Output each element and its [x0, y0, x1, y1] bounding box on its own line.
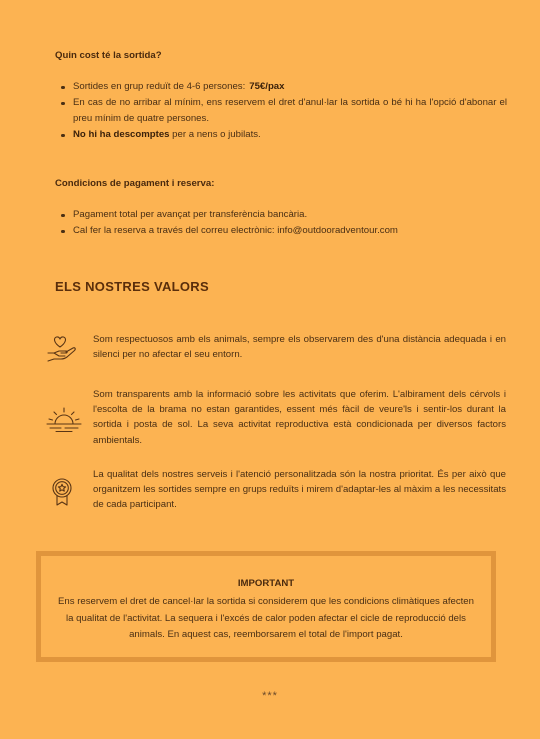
award-badge-icon [46, 476, 78, 506]
sunset-icon [46, 404, 82, 434]
notice-text: Ens reservem el dret de cancel·lar la sortida si considerem que les condicions climàtiques afecten la qualitat de l'activitat. La sequera i l'excés de calor poden afectar el cicle de reproducció dels animals. En aquest cas, reemborsarem el total de l'import pagat. [58, 596, 474, 640]
payment-heading: Condicions de pagament i reserva: [55, 178, 215, 189]
list-item: Pagament total per avançat per transferència bancària. [55, 207, 507, 223]
no-discounts-label: No hi ha descomptes [73, 129, 170, 140]
notice-title: IMPORTANT [237, 578, 295, 589]
important-notice [36, 551, 496, 662]
cost-list [55, 79, 507, 143]
list-item: Cal fer la reserva a través del correu electrònic: info@outdooradventour.com [55, 223, 507, 239]
heart-hand-icon [46, 333, 78, 363]
cost-group-text: Sortides en grup reduït de 4-6 persones: [73, 81, 246, 92]
price-value: 75€/pax [249, 81, 285, 92]
value-text: Som respectuosos amb els animals, sempre els observarem des d'una distància adequada i en silenci per no afectar el seu entorn. [93, 334, 506, 361]
list-item [55, 79, 507, 95]
cost-heading: Quin cost té la sortida? [55, 50, 162, 61]
separator-stars: *** [262, 690, 278, 702]
values-title: ELS NOSTRES VALORS [55, 279, 209, 294]
list-item [55, 127, 507, 143]
no-discounts-text: per a nens o jubilats. [169, 129, 261, 140]
value-text: La qualitat dels nostres serveis i l'atenció personalitzada són la nostra prioritat. És per això que organitzem les sortides sempre en grups reduïts i mirem d'adaptar-les al màxim a les necessitats de cada participant. [93, 469, 506, 511]
payment-list [55, 207, 507, 239]
value-text: Som transparents amb la informació sobre les activitats que oferim. L'albirament dels cérvols i l'escolta de la brama no estan garantides, essent més fàcil de veure'ls i sentir-los durant la sortida i posta de sol. La seva activitat reproductiva està condicionada per diversos factors ambientals. [93, 389, 506, 446]
list-item: En cas de no arribar al mínim, ens reservem el dret d'anul·lar la sortida o bé hi ha l'opció d'abonar el preu mínim de quatre persones. [55, 95, 507, 127]
